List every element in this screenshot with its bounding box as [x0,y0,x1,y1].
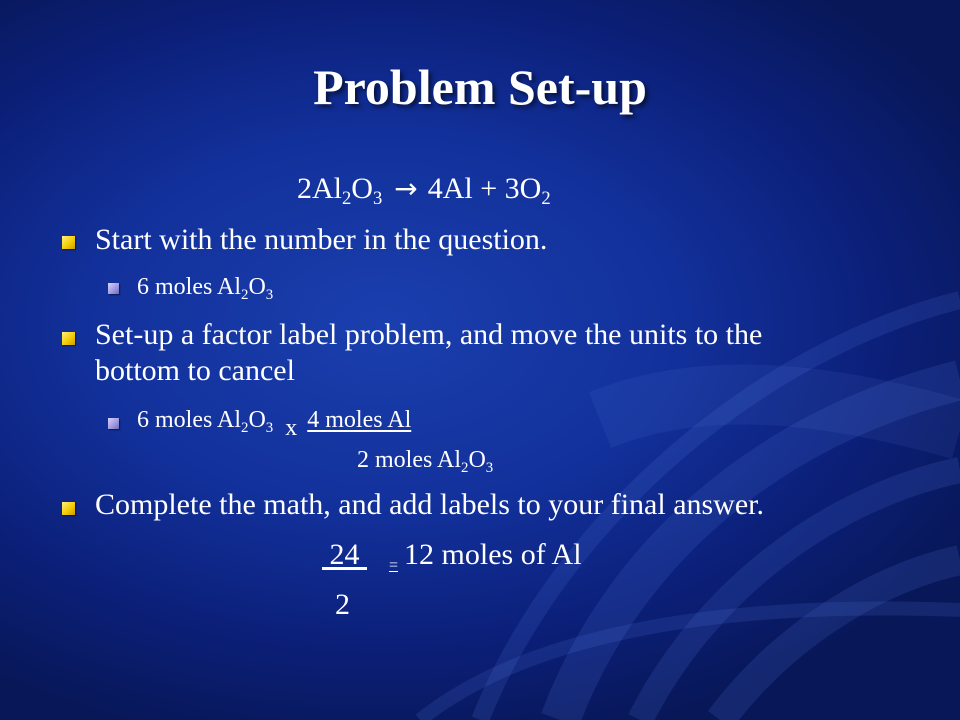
equals-sign: = [389,557,399,574]
bullet-square-icon [62,332,75,345]
bullet-square-icon [62,236,75,249]
bullet-factor-label-line2: bottom to cancel [95,354,295,387]
answer-numerator: 24 [322,538,367,571]
factor-numerator: 4 moles Al [307,407,412,433]
sub-bullet-six-moles: 6 moles $Al_2O_3$ [137,274,274,303]
reaction-arrow-icon: → [394,172,418,205]
answer-result: 12 moles of Al [404,538,582,571]
multiply-sign: x [285,415,298,441]
factor-label-expression: 6 moles $Al_2O_3$ x 4 moles Al [137,407,412,441]
chemical-equation: $2Al_2O_3 \to 4Al + 3O_2$ [297,172,551,209]
slide-title: Problem Set-up [313,59,647,115]
bullet-complete-math: Complete the math, and add labels to your final answer. [95,488,764,521]
answer-denominator: 2 [335,588,350,621]
bullet-square-icon [62,502,75,515]
final-answer [322,538,582,572]
sub-bullet-square-icon [108,283,119,294]
factor-denominator: 2 moles $Al_2O_3$ [357,447,494,476]
sub-bullet-square-icon [108,418,119,429]
bullet-start-with-number: Start with the number in the question. [95,223,548,256]
bullet-factor-label-line1: Set-up a factor label problem, and move the units to the [95,318,763,351]
